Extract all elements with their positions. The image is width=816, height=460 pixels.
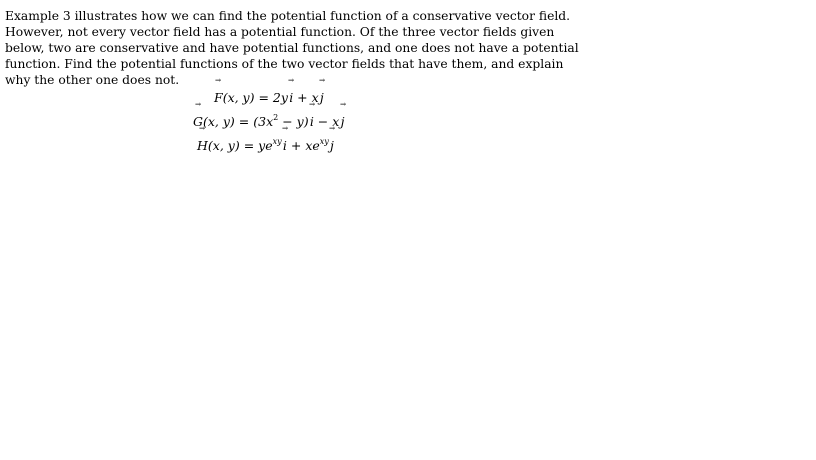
equation-term: 2y — [272, 90, 288, 105]
unit-vector-j: → j — [341, 110, 345, 134]
equation-term: xe — [305, 138, 320, 153]
vector-name-h: → H — [197, 134, 208, 158]
vector-name-f: → F — [214, 86, 223, 110]
equation-args: (x, y) = — [203, 114, 254, 129]
equation-term: x — [332, 114, 340, 129]
equation-term: ye — [258, 138, 273, 153]
exponent: xy — [272, 137, 282, 146]
unit-vector-j: → j — [330, 134, 334, 158]
equation-term: (3x — [253, 114, 274, 129]
equation-operator: + — [293, 90, 312, 105]
vector-field-equations — [190, 86, 360, 158]
equation-term: x — [311, 90, 319, 105]
equation-operator: + — [286, 138, 306, 153]
problem-paragraph — [5, 8, 579, 88]
equation-operator: − — [313, 114, 333, 129]
problem-text — [5, 8, 579, 88]
unit-vector-i: → i — [289, 86, 293, 110]
equation-term: − y) — [278, 114, 309, 129]
paragraph-line: function. Find the potential functions of the two vector fields that have them, and explain — [5, 57, 564, 71]
paragraph-line: below, two are conservative and have potential functions, and one does not have a potential — [5, 41, 579, 55]
equation-f — [190, 86, 360, 110]
equation-h — [190, 134, 360, 158]
paragraph-line: Example 3 illustrates how we can find the potential function of a conservative vector field. — [5, 9, 571, 23]
unit-vector-i: → i — [310, 110, 314, 134]
exponent: xy — [319, 137, 329, 146]
paragraph-line: why the other one does not. — [5, 73, 180, 87]
equation-args: (x, y) = — [207, 138, 259, 153]
vector-name-g: → G — [193, 110, 203, 134]
exponent: 2 — [273, 113, 279, 122]
equation-args: (x, y) = — [222, 90, 273, 105]
unit-vector-i: → i — [283, 134, 287, 158]
paragraph-line: However, not every vector field has a potential function. Of the three vector fields given — [5, 25, 555, 39]
unit-vector-j: → j — [320, 86, 324, 110]
